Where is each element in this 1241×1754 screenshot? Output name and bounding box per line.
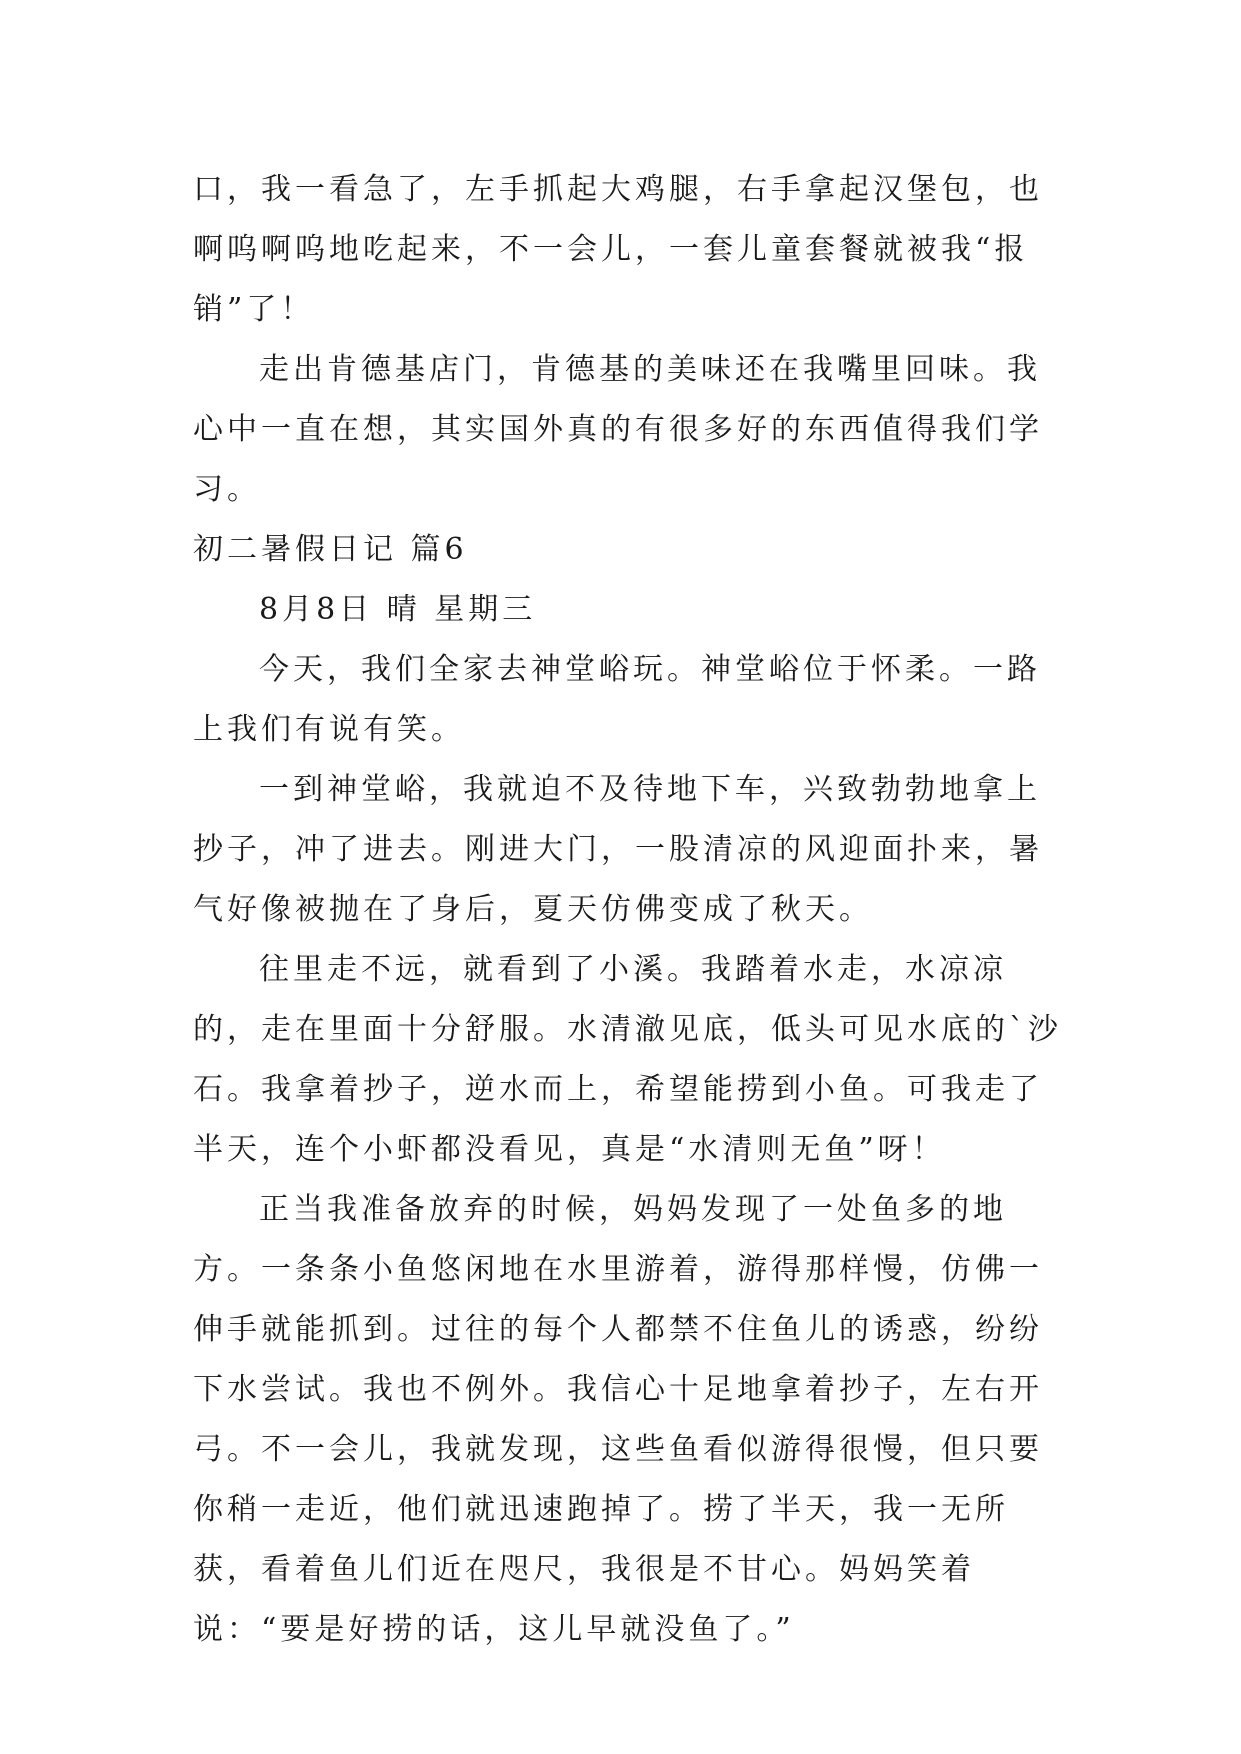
paragraph-continuation: 口，我一看急了，左手抓起大鸡腿，右手拿起汉堡包，也啊呜啊呜地吃起来，不一会儿，一套儿童套餐就被我“报销”了！: [193, 172, 1043, 327]
paragraph-kfc-reflection: 走出肯德基店门，肯德基的美味还在我嘴里回味。我心中一直在想，其实国外真的有很多好的东西值得我们学习。: [193, 352, 1043, 507]
paragraph-trip-intro: 今天，我们全家去神堂峪玩。神堂峪位于怀柔。一路上我们有说有笑。: [193, 652, 1041, 747]
diary-date-line: 8月8日 晴 星期三: [259, 592, 537, 627]
section-heading: 初二暑假日记 篇6: [193, 532, 468, 567]
paragraph-fishing: 正当我准备放弃的时候，妈妈发现了一处鱼多的地方。一条条小鱼悠闲地在水里游着，游得那样慢，仿佛一伸手就能抓到。过往的每个人都禁不住鱼儿的诱惑，纷纷下水尝试。我也不例外。我信心十足地拿着抄子，左右开弓。不一会儿，我就发现，这些鱼看似游得很慢，但只要你稍一走近，他们就迅速跑掉了。捞了半天，我一无所获，看着鱼儿们近在咫尺，我很是不甘心。妈妈笑着说：“要是好捞的话，这儿早就没鱼了。”: [193, 1192, 1043, 1647]
document-body: [193, 160, 1073, 1660]
paragraph-arrival: 一到神堂峪，我就迫不及待地下车，兴致勃勃地拿上抄子，冲了进去。刚进大门，一股清凉的风迎面扑来，暑气好像被抛在了身后，夏天仿佛变成了秋天。: [193, 772, 1043, 927]
paragraph-stream: 往里走不远，就看到了小溪。我踏着水走，水凉凉的，走在里面十分舒服。水清澈见底，低头可见水底的`沙石。我拿着抄子，逆水而上，希望能捞到小鱼。可我走了半天，连个小虾都没看见，真是“水清则无鱼”呀！: [193, 952, 1062, 1167]
